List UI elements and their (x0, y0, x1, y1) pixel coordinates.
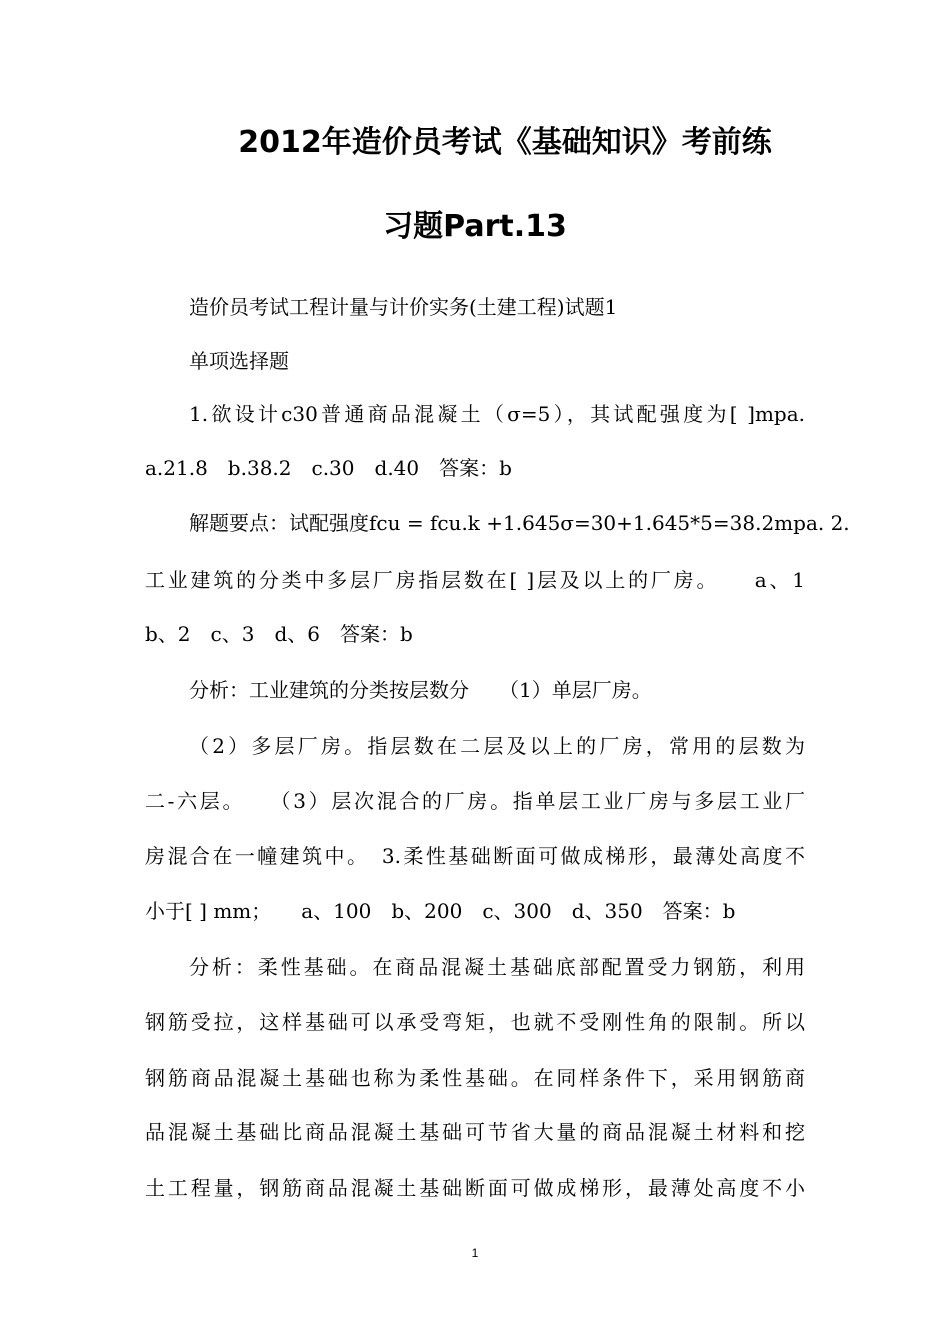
question-1-options: a.21.8 b.38.2 c.30 d.40 答案：b (145, 456, 512, 480)
analysis-line: 二-六层。 （3）层次混合的厂房。指单层工业厂房与多层工业厂 (145, 789, 805, 813)
question-2-analysis: 分析：工业建筑的分类按层数分 （1）单层厂房。 (189, 678, 652, 702)
question-2: 工业建筑的分类中多层厂房指层数在[ ]层及以上的厂房。 a、1 (145, 568, 805, 592)
question-1-explanation: 解题要点：试配强度fcu = fcu.k +1.645σ=30+1.645*5=38.2mpa. 2. (189, 511, 850, 535)
section-heading: 造价员考试工程计量与计价实务(土建工程)试题1 (189, 295, 618, 319)
question-3: 房混合在一幢建筑中。 3.柔性基础断面可做成梯形，最薄处高度不 (145, 844, 805, 868)
title-line-2: 习题Part.13 (383, 209, 567, 244)
page-number: 1 (471, 1246, 479, 1260)
analysis-line: （2）多层厂房。指层数在二层及以上的厂房，常用的层数为 (189, 734, 805, 758)
analysis-line: 品混凝土基础比商品混凝土基础可节省大量的商品混凝土材料和挖 (145, 1120, 805, 1144)
analysis-line: 钢筋商品混凝土基础也称为柔性基础。在同样条件下，采用钢筋商 (145, 1066, 805, 1090)
question-type-heading: 单项选择题 (189, 349, 289, 373)
question-1: 1.欲设计c30普通商品混凝土（σ=5），其试配强度为[ ]mpa. (189, 402, 805, 426)
analysis-line: 土工程量，钢筋商品混凝土基础断面可做成梯形，最薄处高度不小 (145, 1176, 805, 1200)
question-2-options: b、2 c、3 d、6 答案：b (145, 622, 413, 646)
title-line-1: 2012年造价员考试《基础知识》考前练 (238, 125, 772, 160)
analysis-line: 钢筋受拉，这样基础可以承受弯矩，也就不受刚性角的限制。所以 (145, 1010, 805, 1034)
question-3-analysis: 分析：柔性基础。在商品混凝土基础底部配置受力钢筋，利用 (189, 955, 805, 979)
question-3-options: 小于[ ] mm； a、100 b、200 c、300 d、350 答案：b (145, 899, 736, 923)
